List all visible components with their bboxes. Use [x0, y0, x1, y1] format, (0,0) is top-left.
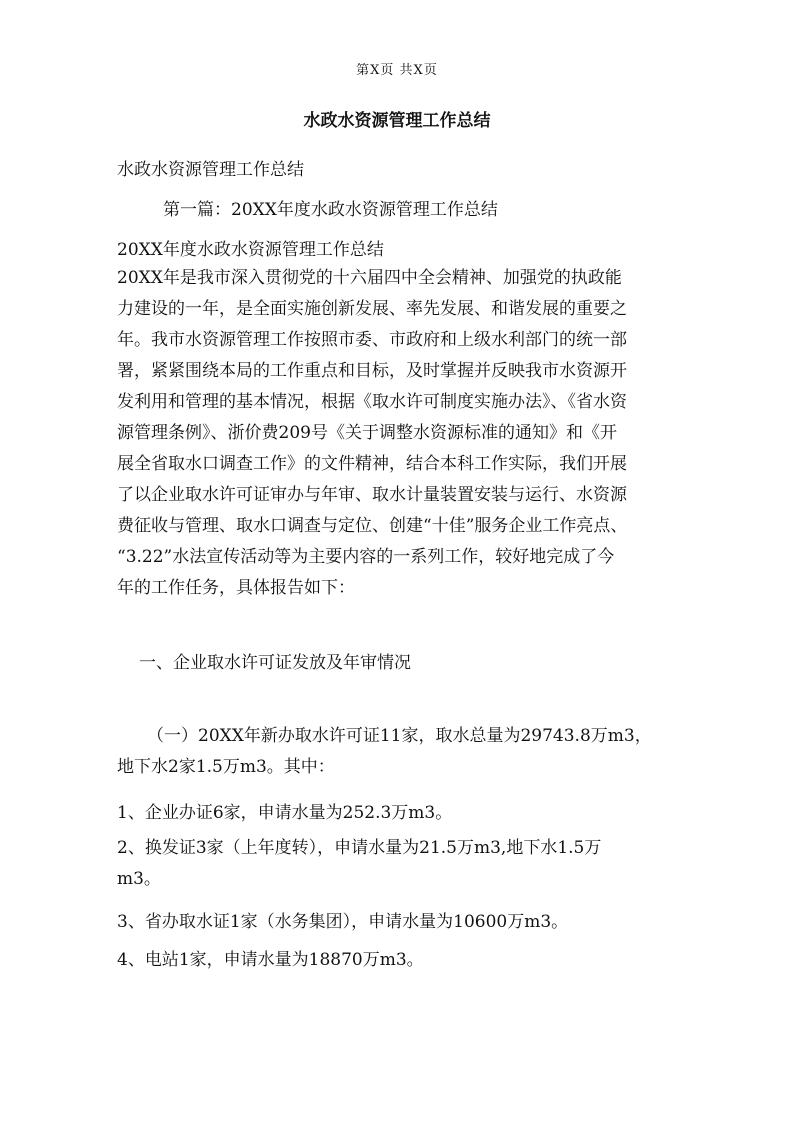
subsection-line: （一）20XX年新办取水许可证11家，取水总量为29743.8万m3，: [147, 726, 652, 746]
document-title: 水政水资源管理工作总结: [303, 111, 491, 131]
subsection-paragraph: [117, 721, 677, 783]
intro-line: “3.22”水法宣传活动等为主要内容的一系列工作，较好地完成了今: [117, 547, 615, 567]
intro-line: 署，紧紧围绕本局的工作重点和目标，及时掌握并反映我市水资源开: [117, 361, 627, 381]
subsection-line: 地下水2家1.5万m3。其中：: [117, 757, 335, 777]
intro-line: 源管理条例》、浙价费209号《关于调整水资源标准的通知》和《开: [117, 423, 617, 443]
list-item: 4、电站1家，申请水量为18870万m3。: [117, 950, 424, 970]
section-heading-1: 一、企业取水许可证发放及年审情况: [139, 653, 411, 673]
intro-line: 年。我市水资源管理工作按照市委、市政府和上级水利部门的统一部: [117, 330, 627, 350]
list-item: 3、省办取水证1家（水务集团），申请水量为10600万m3。: [117, 912, 569, 932]
chapter-heading: 第一篇：20XX年度水政水资源管理工作总结: [163, 200, 498, 220]
intro-line: 展全省取水口调查工作》的文件精神，结合本科工作实际，我们开展: [117, 454, 627, 474]
intro-line: 20XX年是我市深入贯彻党的十六届四中全会精神、加强党的执政能: [117, 268, 622, 288]
intro-line: 力建设的一年，是全面实施创新发展、率先发展、和谐发展的重要之: [117, 299, 627, 319]
list-item-line: 2、换发证3家（上年度转），申请水量为21.5万m3,地下水1.5万: [117, 838, 602, 858]
intro-line: 费征收与管理、取水口调查与定位、创建“十佳”服务企业工作亮点、: [117, 516, 628, 536]
document-subtitle: 水政水资源管理工作总结: [117, 160, 304, 180]
intro-line: 了以企业取水许可证审办与年审、取水计量装置安装与运行、水资源: [117, 485, 627, 505]
list-item-multiline: [117, 833, 677, 895]
page-header: 第X页 共X页: [356, 63, 438, 78]
section-title: 20XX年度水政水资源管理工作总结: [117, 240, 384, 260]
list-item: 1、企业办证6家，申请水量为252.3万m3。: [117, 803, 453, 823]
intro-line: 发利用和管理的基本情况，根据《取水许可制度实施办法》、《省水资: [117, 392, 627, 412]
intro-paragraph: [117, 263, 677, 604]
intro-line: 年的工作任务，具体报告如下：: [117, 578, 355, 598]
list-item-line: m3。: [117, 869, 161, 889]
